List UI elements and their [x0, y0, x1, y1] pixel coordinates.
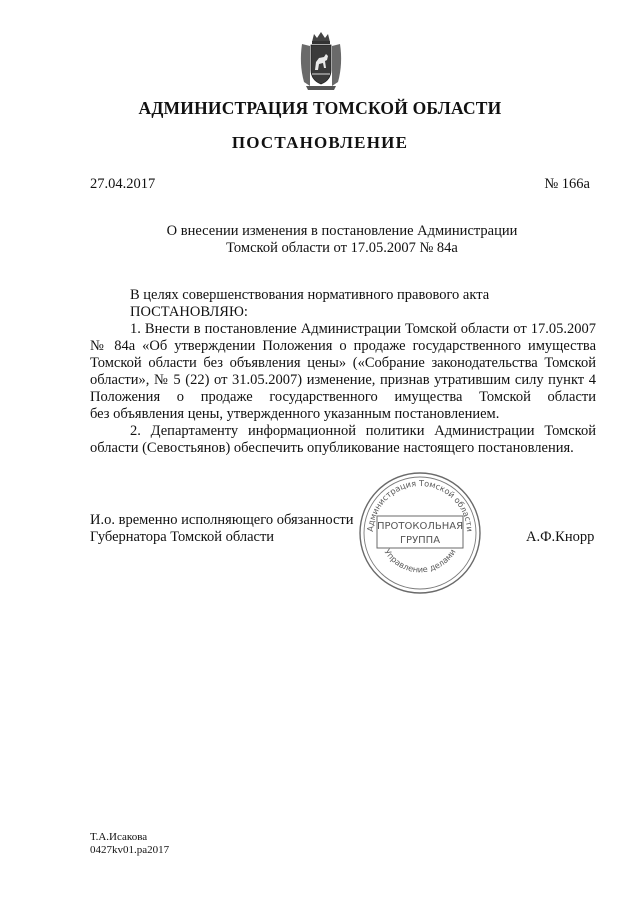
organization-title: АДМИНИСТРАЦИЯ ТОМСКОЙ ОБЛАСТИ	[138, 98, 502, 118]
intro-text: В целях совершенствования нормативного правового акта	[130, 287, 490, 303]
item2-line: 2. Департаменту информационной политики Администрации Томской	[130, 423, 596, 439]
item2-line: области (Севостьянов) обеспечить опубликование настоящего постановления.	[90, 440, 574, 456]
document-file-code: 0427kv01.ра2017	[90, 844, 170, 856]
document-date: 27.04.2017	[90, 176, 156, 192]
stamp-ring-text-top: Администрация Томской области	[364, 477, 476, 533]
stamp-ring-text-bottom: Управление делами	[382, 547, 458, 575]
stamp-center-line-1: ПРОТОКОЛЬНАЯ	[376, 521, 464, 532]
item1-line: области», № 5 (22) от 31.05.2007) изменение, признав утратившим силу пункт 4	[90, 372, 596, 388]
item1-line: 1. Внести в постановление Администрации Томской области от 17.05.2007	[130, 321, 596, 337]
item1-line: Томской области без объявления цены» («Собрание законодательства Томской	[90, 355, 596, 371]
executor-name: Т.А.Исакова	[90, 831, 148, 843]
decree-word: ПОСТАНОВЛЯЮ:	[130, 304, 248, 320]
subject-line-1: О внесении изменения в постановление Администрации	[166, 223, 518, 239]
item1-line: Положения о продаже государственного имущества Томской области	[90, 389, 596, 405]
signatory-position-line-2: Губернатора Томской области	[90, 529, 275, 545]
item1-line: без объявления цены, утвержденного указанным постановлением.	[90, 406, 500, 422]
tomsk-coat-of-arms-emblem	[298, 30, 344, 92]
protocol-group-stamp	[357, 470, 483, 596]
document-number: № 166а	[544, 176, 590, 192]
signatory-name: А.Ф.Кнорр	[526, 529, 595, 545]
stamp-outer-ring	[360, 473, 480, 593]
stamp-center-line-2: ГРУППА	[399, 535, 441, 546]
document-type-heading: ПОСТАНОВЛЕНИЕ	[231, 133, 409, 152]
item1-line: № 84а «Об утверждении Положения о продаже государственного имущества	[90, 338, 596, 354]
signatory-position-line-1: И.о. временно исполняющего обязанности	[90, 512, 354, 528]
subject-line-2: Томской области от 17.05.2007 № 84а	[226, 240, 458, 256]
